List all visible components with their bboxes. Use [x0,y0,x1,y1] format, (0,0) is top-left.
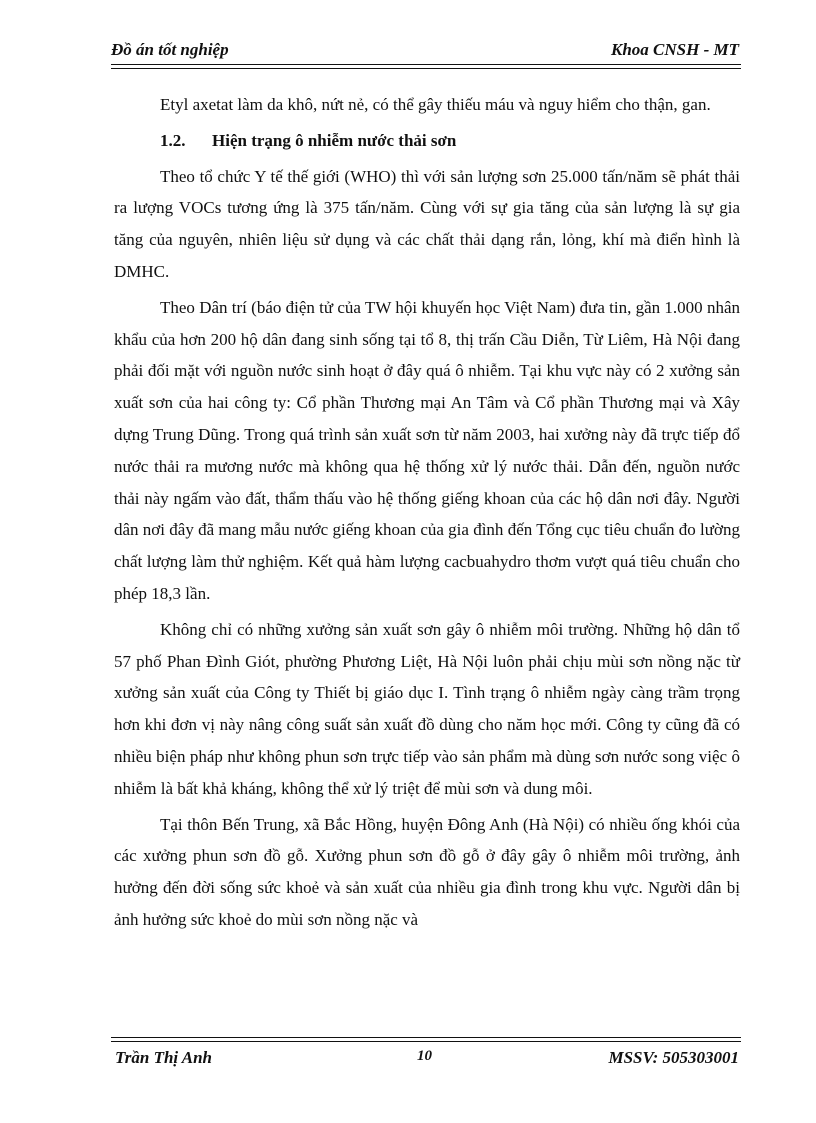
section-number: 1.2. [160,130,186,150]
header-divider [111,64,741,65]
footer-student-id: MSSV: 505303001 [608,1048,739,1067]
paragraph-ben-trung: Tại thôn Bến Trung, xã Bắc Hồng, huyện Đông Anh (Hà Nội) có nhiều ống khói của các xưởng phun sơn đồ gỗ. Xưởng phun sơn đồ gỗ ở đây gây ô nhiễm môi trường, ảnh hưởng đến đời sống sức khoẻ và sản xuất của nhiều gia đình trong khu vực. Người dân bị ảnh hưởng sức khoẻ do mùi sơn nồng nặc và [114,814,740,929]
header-department: Khoa CNSH - MT [611,40,739,59]
section-heading [114,125,740,157]
header-document-type: Đồ án tốt nghiệp [111,40,229,59]
paragraph-etyl-axetat: Etyl axetat làm da khô, nứt nẻ, có thể gây thiếu máu và nguy hiểm cho thận, gan. [160,95,711,114]
page-number: 10 [417,1048,432,1064]
section-title: Hiện trạng ô nhiễm nước thải sơn [212,130,457,150]
footer-divider [111,1041,741,1042]
paragraph-who: Theo tổ chức Y tế thế giới (WHO) thì với sản lượng sơn 25.000 tấn/năm sẽ phát thải ra lượng VOCs tương ứng là 375 tấn/năm. Cùng với sự gia tăng của sản lượng là sự gia tăng của nguyên, nhiên liệu sử dụng và các chất thải dạng rắn, lỏng, khí mà điển hình là DMHC. [114,166,740,281]
page-body [114,89,740,940]
header-divider-thin [111,68,741,69]
paragraph-phan-dinh-giot: Không chỉ có những xưởng sản xuất sơn gây ô nhiễm môi trường. Những hộ dân tổ 57 phố Phan Đình Giót, phường Phương Liệt, Hà Nội luôn phải chịu mùi sơn nồng nặc từ xưởng sản xuất của Công ty Thiết bị giáo dục I. Tình trạng ô nhiễm ngày càng trầm trọng hơn khi đơn vị này nâng công suất sản xuất đồ dùng cho năm học mới. Công ty cũng đã có nhiều biện pháp như không phun sơn trực tiếp vào sản phẩm mà dùng sơn nước song việc ô nhiễm là bất khả kháng, không thể xử lý triệt để mùi sơn và dung môi. [114,619,740,798]
footer-author: Trần Thị Anh [115,1048,213,1067]
footer-divider-thin [111,1037,741,1038]
page-footer [111,1046,741,1072]
paragraph-dan-tri: Theo Dân trí (báo điện tử của TW hội khuyến học Việt Nam) đưa tin, gần 1.000 nhân khẩu của hơn 200 hộ dân đang sinh sống tại tổ 8, thị trấn Cầu Diễn, Từ Liêm, Hà Nội đang phải đối mặt với nguồn nước sinh hoạt ở đây quá ô nhiễm. Tại khu vực này có 2 xưởng sản xuất sơn của hai công ty: Cổ phần Thương mại An Tâm và Cổ phần Thương mại và Xây dựng Trung Dũng. Trong quá trình sản xuất sơn từ năm 2003, hai xưởng này đã trực tiếp đổ nước thải ra mương nước mà không qua hệ thống xử lý nước thải. Dẫn đến, nguồn nước thải này ngấm vào đất, thẩm thấu vào hệ thống giếng khoan của các hộ dân nơi đây. Người dân nơi đây đã mang mẫu nước giếng khoan của gia đình đến Tổng cục tiêu chuẩn đo lường chất lượng làm thử nghiệm. Kết quả hàm lượng cacbuahydro thơm vượt quá tiêu chuẩn cho phép 18,3 lần. [114,297,740,603]
page-header [111,38,741,62]
